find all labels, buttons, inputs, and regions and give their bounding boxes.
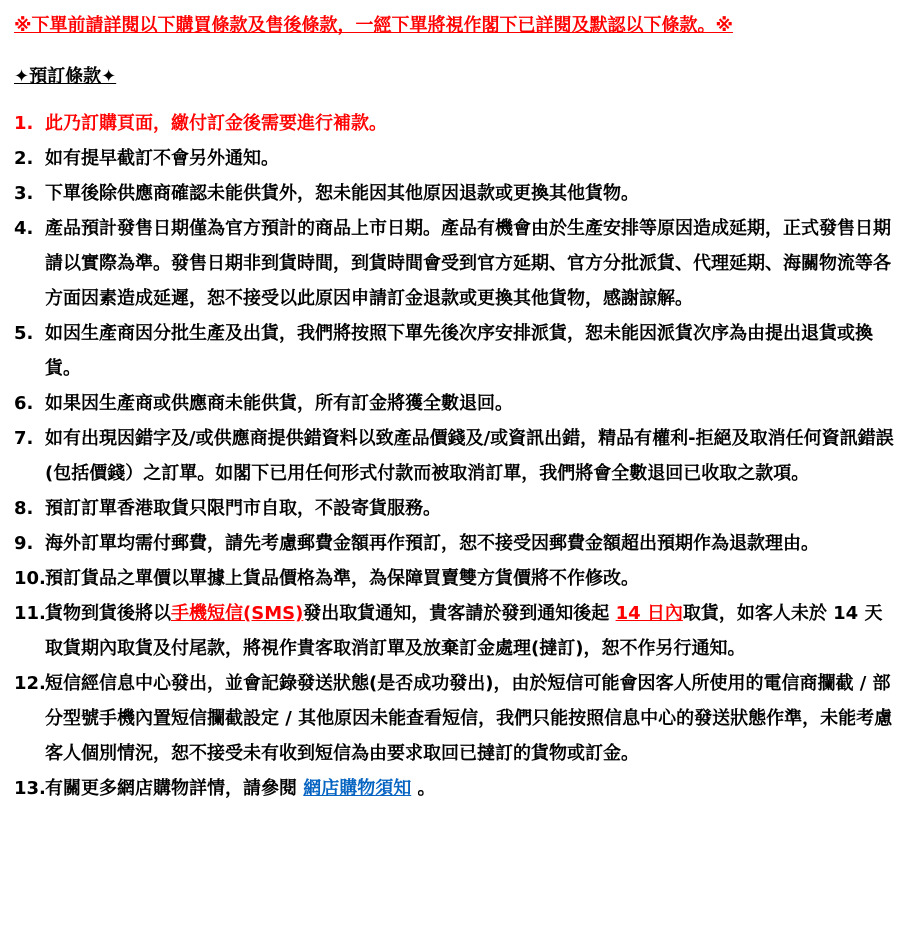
term-text: 如有出現因錯字及/或供應商提供錯資料以致產品價錢及/或資訊出錯，精品有權利-拒絕及取消任何資訊錯誤(包括價錢）之訂單。如閣下已用任何形式付款而被取消訂單，我們將會全數退回已收取之款項。 <box>45 428 894 484</box>
term-number: 1. <box>14 113 34 134</box>
term-item-12 <box>14 666 899 771</box>
term-text <box>45 771 899 806</box>
term-item-9 <box>14 526 899 561</box>
term-text-part: 。 <box>411 778 436 799</box>
term-item-1 <box>14 106 899 141</box>
term-number: 2. <box>14 148 34 169</box>
term-text: 如果因生產商或供應商未能供貨，所有訂金將獲全數退回。 <box>45 393 513 414</box>
term-text-part: 有關更多網店購物詳情，請參閱 <box>45 778 304 799</box>
term-text: 海外訂單均需付郵費，請先考慮郵費金額再作預訂，恕不接受因郵費金額超出預期作為退款理由。 <box>45 533 819 554</box>
purchase-notice-header: ※下單前請詳閱以下購買條款及售後條款，一經下單將視作閣下已詳閱及默認以下條款。※ <box>14 15 733 36</box>
terms-list <box>14 106 899 806</box>
term-number: 13. <box>14 778 46 799</box>
term-item-8 <box>14 491 899 526</box>
term-text: 如因生產商因分批生產及出貨，我們將按照下單先後次序安排派貨，恕未能因派貨次序為由提出退貨或換貨。 <box>45 323 873 379</box>
term-number: 6. <box>14 393 34 414</box>
term-item-11 <box>14 596 899 666</box>
term-item-4 <box>14 211 899 316</box>
term-text: 如有提早截訂不會另外通知。 <box>45 148 279 169</box>
online-shop-guide-link[interactable]: 網店購物須知 <box>303 778 412 799</box>
term-text-part: 貨物到貨後將以 <box>45 603 171 624</box>
term-number: 8. <box>14 498 34 519</box>
term-item-5 <box>14 316 899 386</box>
term-number: 9. <box>14 533 34 554</box>
term-text-part: 發出取貨通知，貴客請於發到通知後起 <box>303 603 616 624</box>
term-item-6 <box>14 386 899 421</box>
term-text: 下單後除供應商確認未能供貨外，恕未能因其他原因退款或更換其他貨物。 <box>45 183 639 204</box>
term-number: 5. <box>14 323 34 344</box>
term-number: 12. <box>14 673 46 694</box>
term-number: 3. <box>14 183 34 204</box>
term-text: 此乃訂購頁面，繳付訂金後需要進行補款。 <box>45 113 387 134</box>
term-number: 4. <box>14 218 34 239</box>
term-item-10 <box>14 561 899 596</box>
term-number: 11. <box>14 603 46 624</box>
term-text: 預訂訂單香港取貨只限門市自取，不設寄貨服務。 <box>45 498 441 519</box>
section-title-preorder-terms: ✦預訂條款✦ <box>14 66 117 87</box>
term-text-part: 取貨，如客人未於 14 天取貨期內取貨及付尾款，將視作貴客取消訂單及放棄訂金處理(撻訂)，恕不作另行通知。 <box>45 603 883 659</box>
sms-notice-emphasis: 手機短信(SMS) <box>171 603 304 624</box>
term-text: 短信經信息中心發出，並會記錄發送狀態(是否成功發出)，由於短信可能會因客人所使用的電信商攔截 / 部分型號手機內置短信攔截設定 / 其他原因未能查看短信，我們只能按照信息中心的發送狀態作準，未能考慮客人個別情況，恕不接受未有收到短信為由要求取回已撻訂的貨物或訂金。 <box>45 673 893 764</box>
term-number: 10. <box>14 568 46 589</box>
term-text <box>45 596 899 666</box>
term-text: 產品預計發售日期僅為官方預計的商品上市日期。產品有機會由於生產安排等原因造成延期，正式發售日期請以實際為準。發售日期非到貨時間，到貨時間會受到官方延期、官方分批派貨、代理延期、海關物流等各方面因素造成延遲，恕不接受以此原因申請訂金退款或更換其他貨物，感謝諒解。 <box>45 218 891 309</box>
term-item-13 <box>14 771 899 806</box>
term-text: 預訂貨品之單價以單據上貨品價格為準，為保障買賣雙方貨價將不作修改。 <box>45 568 639 589</box>
pickup-deadline-emphasis: 14 日內 <box>615 603 683 624</box>
term-number: 7. <box>14 428 34 449</box>
term-item-3 <box>14 176 899 211</box>
term-item-7 <box>14 421 899 491</box>
term-item-2 <box>14 141 899 176</box>
